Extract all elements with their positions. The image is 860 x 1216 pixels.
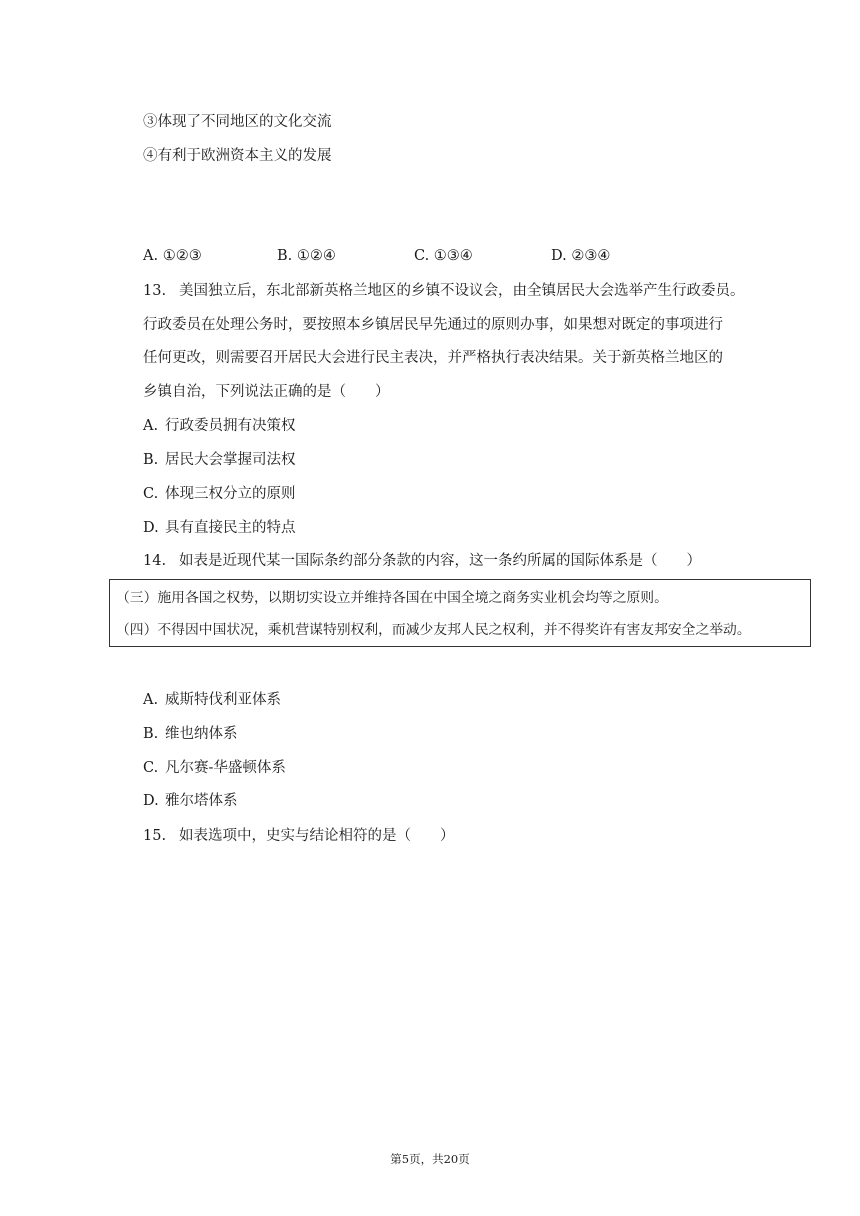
- statement-4: ④有利于欧洲资本主义的发展: [143, 148, 332, 164]
- option-letter: B.: [143, 726, 159, 742]
- option-text: 居民大会掌握司法权: [165, 452, 296, 468]
- option-text: 雅尔塔体系: [165, 793, 238, 809]
- option-text: 行政委员拥有决策权: [165, 418, 296, 434]
- question-15-number: 15.: [143, 828, 167, 844]
- treaty-clause-3: （三）施用各国之权势，以期切实设立并维持各国在中国全境之商务实业机会均等之原则。: [116, 590, 668, 606]
- question-15-text: 如表选项中，史实与结论相符的是（ ）: [179, 828, 455, 844]
- option-letter: D.: [143, 520, 159, 536]
- question-13-option-a[interactable]: [143, 416, 296, 436]
- question-13-option-d[interactable]: [143, 518, 296, 538]
- question-14-option-c[interactable]: [143, 758, 286, 778]
- question-13-stem-line-1: [143, 281, 745, 301]
- question-13-stem-line-4: 乡镇自治，下列说法正确的是（ ）: [143, 384, 390, 400]
- question-13-option-c[interactable]: [143, 484, 296, 504]
- treaty-clauses-table: [109, 579, 811, 647]
- option-text: 威斯特伐利亚体系: [165, 692, 281, 708]
- option-letter: A.: [143, 418, 159, 434]
- question-14-text: 如表是近现代某一国际条约部分条款的内容，这一条约所属的国际体系是（ ）: [179, 553, 701, 569]
- option-b[interactable]: B. ①②④: [277, 248, 336, 264]
- question-13-stem-line-3: 任何更改，则需要召开居民大会进行民主表决，并严格执行表决结果。关于新英格兰地区的: [143, 350, 723, 366]
- question-13-number: 13.: [143, 283, 167, 299]
- question-13-text: 美国独立后，东北部新英格兰地区的乡镇不设议会，由全镇居民大会选举产生行政委员。: [179, 283, 745, 299]
- option-letter: B.: [143, 452, 159, 468]
- question-13-stem-line-2: 行政委员在处理公务时，要按照本乡镇居民早先通过的原则办事，如果想对既定的事项进行: [143, 317, 723, 333]
- option-letter: D.: [143, 793, 159, 809]
- question-13-option-b[interactable]: [143, 450, 296, 470]
- option-letter: C.: [143, 486, 159, 502]
- statement-3: ③体现了不同地区的文化交流: [143, 114, 332, 130]
- option-a[interactable]: A. ①②③: [143, 248, 202, 264]
- question-14-stem: [143, 551, 701, 571]
- option-text: 体现三权分立的原则: [165, 486, 296, 502]
- option-text: 具有直接民主的特点: [165, 520, 296, 536]
- question-15-stem: [143, 826, 455, 846]
- option-text: 凡尔赛-华盛顿体系: [165, 760, 286, 776]
- question-14-number: 14.: [143, 553, 167, 569]
- option-letter: C.: [143, 760, 159, 776]
- option-text: 维也纳体系: [165, 726, 238, 742]
- page-footer: 第5页，共20页: [390, 1152, 470, 1166]
- treaty-clause-4: （四）不得因中国状况，乘机营谋特别权利，而减少友邦人民之权利，并不得奖许有害友邦安全之举动。: [116, 622, 751, 638]
- prev-question-options: [143, 246, 763, 266]
- question-14-option-b[interactable]: [143, 724, 238, 744]
- option-letter: A.: [143, 692, 159, 708]
- option-d[interactable]: D. ②③④: [551, 248, 611, 264]
- question-14-option-a[interactable]: [143, 690, 281, 710]
- question-14-option-d[interactable]: [143, 791, 238, 811]
- option-c[interactable]: C. ①③④: [414, 248, 473, 264]
